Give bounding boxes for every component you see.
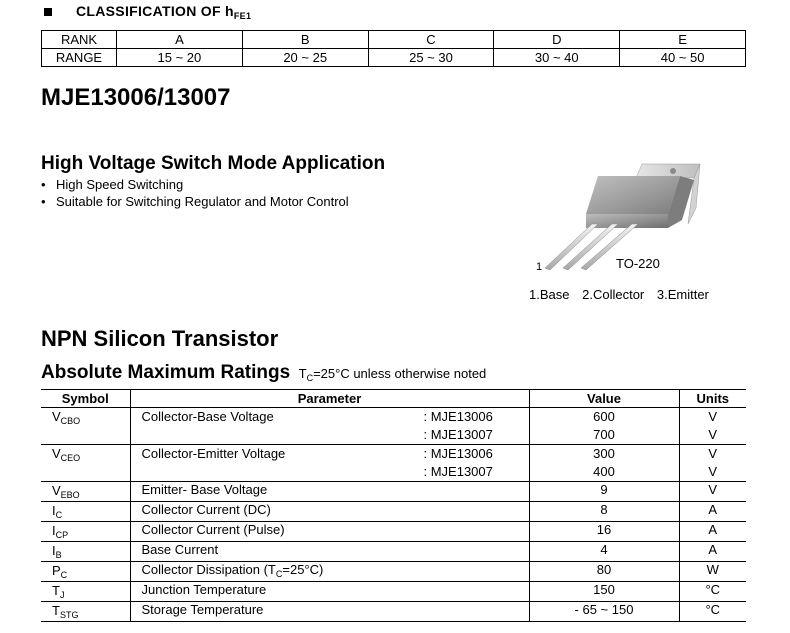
table-row: [41, 445, 746, 482]
parameter-cell: Collector-Base Voltage : MJE13006 : MJE13007: [130, 408, 529, 445]
table-row: [41, 562, 746, 582]
feature-item: • High Speed Switching: [41, 176, 349, 193]
table-row: [41, 408, 746, 445]
table-row: [41, 602, 746, 622]
pin-label-base: 1.Base: [529, 287, 570, 302]
table-row: [41, 522, 746, 542]
header-value: Value: [529, 390, 679, 408]
symbol-cell: $T_J$: [41, 582, 130, 602]
package-name: TO-220: [616, 256, 660, 271]
parameter-cell: Junction Temperature: [130, 582, 529, 602]
unit-cell: V: [679, 482, 746, 502]
ratings-header-row: [41, 390, 746, 408]
rank-label: RANK: [42, 31, 117, 49]
range-cell: 15 ~ 20: [117, 49, 243, 67]
symbol-cell: $T_{STG}$: [41, 602, 130, 622]
ratings-table: [41, 389, 746, 622]
rank-cell: B: [242, 31, 368, 49]
parameter-cell: Storage Temperature: [130, 602, 529, 622]
application-title: High Voltage Switch Mode Application: [41, 153, 386, 174]
parameter-cell: Collector-Emitter Voltage : MJE13006 : MJE13007: [130, 445, 529, 482]
symbol-cell: $I_B$: [41, 542, 130, 562]
symbol-cell: $V_{EBO}$: [41, 482, 130, 502]
header-units: Units: [679, 390, 746, 408]
bullet-square-icon: [44, 8, 52, 16]
range-cell: 40 ~ 50: [620, 49, 746, 67]
part-number-title: MJE13006/13007: [41, 84, 231, 111]
ratings-note: $T_C=25^\circ C$ unless otherwise noted: [298, 366, 487, 383]
value-cell: 600 700: [529, 408, 679, 445]
table-row: [41, 542, 746, 562]
range-cell: 30 ~ 40: [494, 49, 620, 67]
unit-cell: A: [679, 542, 746, 562]
classification-title: CLASSIFICATION OF $h_{FE1}$: [76, 3, 252, 21]
unit-cell: A: [679, 502, 746, 522]
range-cell: 20 ~ 25: [242, 49, 368, 67]
range-row: [42, 49, 746, 67]
ratings-title: Absolute Maximum Ratings: [41, 362, 291, 383]
symbol-cell: $V_{CEO}$: [41, 445, 130, 482]
header-symbol: Symbol: [41, 390, 130, 408]
value-cell: 300 400: [529, 445, 679, 482]
parameter-cell: Emitter- Base Voltage: [130, 482, 529, 502]
table-row: [41, 582, 746, 602]
feature-item: • Suitable for Switching Regulator and Motor Control: [41, 193, 349, 210]
range-label: RANGE: [42, 49, 117, 67]
value-cell: - 65 ~ 150: [529, 602, 679, 622]
to220-package-image: [520, 158, 750, 308]
value-cell: 150: [529, 582, 679, 602]
symbol-cell: $P_C$: [41, 562, 130, 582]
value-cell: 8: [529, 502, 679, 522]
device-type-title: NPN Silicon Transistor: [41, 326, 279, 351]
unit-cell: W: [679, 562, 746, 582]
symbol-cell: $I_{CP}$: [41, 522, 130, 542]
classification-table: [41, 30, 746, 67]
symbol-cell: $I_C$: [41, 502, 130, 522]
rank-row: [42, 31, 746, 49]
parameter-cell: Collector Dissipation $(T_C=25^\circ C)$: [130, 562, 529, 582]
value-cell: 80: [529, 562, 679, 582]
parameter-cell: Base Current: [130, 542, 529, 562]
unit-cell: °C: [679, 582, 746, 602]
pin-legend: [529, 287, 718, 302]
feature-list: [41, 176, 349, 210]
parameter-cell: Collector Current (Pulse): [130, 522, 529, 542]
value-cell: 16: [529, 522, 679, 542]
unit-cell: A: [679, 522, 746, 542]
pin-label-emitter: 3.Emitter: [656, 287, 709, 302]
rank-cell: A: [117, 31, 243, 49]
unit-cell: V V: [679, 445, 746, 482]
parameter-cell: Collector Current (DC): [130, 502, 529, 522]
range-cell: 25 ~ 30: [368, 49, 494, 67]
unit-cell: V V: [679, 408, 746, 445]
pin1-marker: 1: [536, 261, 543, 273]
rank-cell: C: [368, 31, 494, 49]
ratings-heading: [41, 362, 486, 384]
symbol-cell: $V_{CBO}$: [41, 408, 130, 445]
pin-label-collector: 2.Collector: [582, 287, 645, 302]
header-parameter: Parameter: [130, 390, 529, 408]
unit-cell: °C: [679, 602, 746, 622]
value-cell: 4: [529, 542, 679, 562]
rank-cell: E: [620, 31, 746, 49]
value-cell: 9: [529, 482, 679, 502]
table-row: [41, 482, 746, 502]
table-row: [41, 502, 746, 522]
rank-cell: D: [494, 31, 620, 49]
